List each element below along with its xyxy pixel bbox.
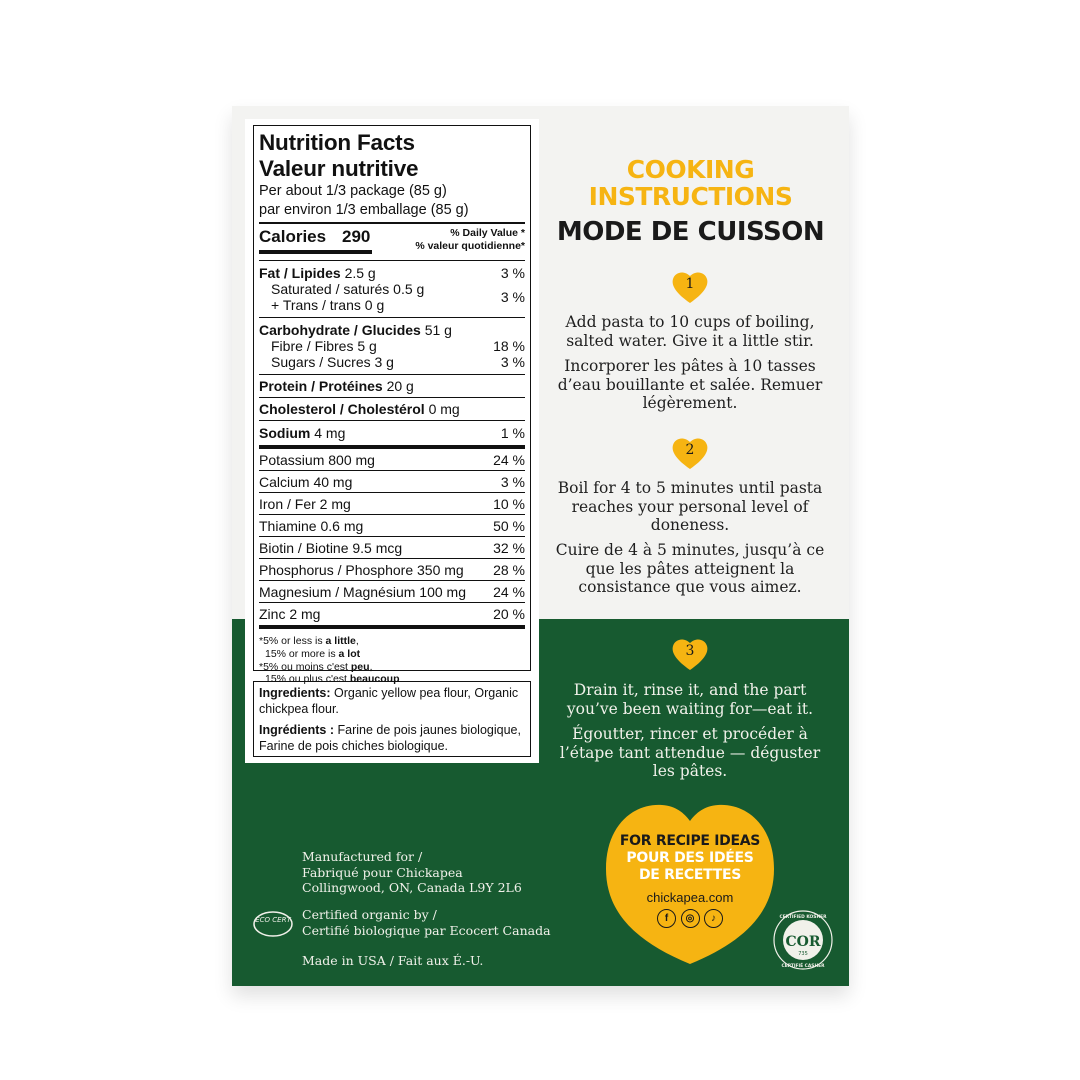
mineral-row: Potassium 800 mg 24 %: [259, 449, 525, 471]
ingredients-fr: Ingrédients : Farine de pois jaunes biologique, Farine de pois chiches biologique.: [259, 723, 521, 753]
mineral-row: Phosphorus / Phosphore 350 mg 28 %: [259, 559, 525, 581]
website-link[interactable]: chickapea.com: [646, 890, 734, 905]
sodium-row: Sodium 4 mg 1 %: [259, 425, 525, 441]
recipe-heart-shape: [604, 801, 776, 966]
step-2-text-fr: Cuire de 4 à 5 minutes, jusqu’à ce que les pâtes atteignent la consistance que vous aimez.: [555, 541, 825, 596]
mineral-row: Iron / Fer 2 mg 10 %: [259, 493, 525, 515]
nutrition-card: [245, 119, 539, 763]
tiktok-icon[interactable]: ♪: [704, 909, 723, 928]
daily-value-header: % Daily Value * % valeur quotidienne*: [415, 227, 525, 252]
daily-value-footnote: *5% or less is a little, 15% or more is a lot *5% ou moins c'est peu, 15% ou plus c'est beaucoup: [259, 635, 400, 686]
fibre-row: Fibre / Fibres 5 g 18 %: [271, 338, 525, 354]
made-in: Made in USA / Fait aux É.-U.: [302, 953, 484, 968]
organic-certification: Certified organic by / Certifié biologique par Ecocert Canada: [302, 907, 551, 938]
mineral-row: Thiamine 0.6 mg 50 %: [259, 515, 525, 537]
kosher-bottom-text: CERTIFIÉ CASHER: [781, 964, 825, 969]
cholesterol-row: Cholesterol / Cholestérol 0 mg: [259, 401, 460, 417]
mineral-row: Biotin / Biotine 9.5 mcg 32 %: [259, 537, 525, 559]
social-icons: [657, 909, 723, 929]
serving-size-en: Per about 1/3 package (85 g): [259, 183, 447, 199]
step-3-heart-icon: 3: [671, 637, 709, 671]
package-back: [232, 106, 849, 986]
calories-value: 290: [342, 227, 371, 246]
cooking-heading-fr: MODE DE CUISSON: [556, 217, 825, 247]
calories-row: [259, 224, 525, 260]
step-1-text-fr: Incorporer les pâtes à 10 tasses d’eau bouillante et salée. Remuer légèrement.: [557, 357, 823, 412]
cooking-heading-en: COOKING INSTRUCTIONS: [588, 155, 793, 211]
calories-label: Calories: [259, 227, 327, 246]
nutrition-title-en: Nutrition Facts: [259, 130, 415, 155]
kosher-mark-text: COR: [785, 934, 821, 950]
ingredients-box: [253, 681, 531, 757]
step-3-text-en: Drain it, rinse it, and the part you’ve been waiting for—eat it.: [566, 681, 814, 718]
step-2-text-en: Boil for 4 to 5 minutes until pasta reaches your personal level of doneness.: [557, 479, 823, 534]
kosher-cor-logo-icon: [772, 909, 834, 971]
step-3-text-fr: Égoutter, rincer et procéder à l’étape tant attendue — déguster les pâtes.: [559, 725, 821, 780]
mineral-row: Calcium 40 mg 3 %: [259, 471, 525, 493]
nutrition-title-fr: Valeur nutritive: [259, 156, 419, 181]
protein-row: Protein / Protéines 20 g: [259, 378, 414, 394]
mineral-row: Magnesium / Magnésium 100 mg 24 %: [259, 581, 525, 603]
recipe-ideas-badge[interactable]: [604, 801, 776, 966]
kosher-top-text: CERTIFIED KOSHER: [779, 915, 827, 920]
recipe-ideas-en: FOR RECIPE IDEAS: [619, 833, 761, 849]
mineral-row: Zinc 2 mg 20 %: [259, 606, 525, 622]
recipe-ideas-fr-1: POUR DES IDÉES: [626, 850, 754, 866]
kosher-number-text: 735: [798, 951, 808, 957]
carbohydrate-row: Carbohydrate / Glucides 51 g: [259, 322, 452, 338]
step-1-heart-icon: 1: [671, 270, 709, 304]
instagram-icon[interactable]: ◎: [681, 909, 700, 928]
step-2-heart-icon: 2: [671, 436, 709, 470]
step-1-text-en: Add pasta to 10 cups of boiling, salted water. Give it a little stir.: [565, 313, 815, 350]
manufacturer-info: Manufactured for / Fabriqué pour Chickapea Collingwood, ON, Canada L9Y 2L6: [302, 849, 522, 895]
facebook-icon[interactable]: f: [657, 909, 676, 928]
sugars-row: Sugars / Sucres 3 g 3 %: [271, 354, 525, 370]
fat-row: Fat / Lipides 2.5 g 3 %: [259, 265, 525, 281]
saturated-trans-row: Saturated / saturés 0.5 g + Trans / trans 0 g 3 %: [271, 281, 525, 313]
ecocert-logo-text: ECO CERT: [255, 916, 291, 924]
ingredients-en: Ingredients: Organic yellow pea flour, Organic chickpea flour.: [259, 686, 519, 716]
recipe-ideas-fr-2: DE RECETTES: [638, 867, 741, 883]
serving-size-fr: par environ 1/3 emballage (85 g): [259, 202, 469, 218]
ecocert-logo-icon: [252, 910, 296, 938]
nutrition-facts-table: [253, 125, 531, 686]
